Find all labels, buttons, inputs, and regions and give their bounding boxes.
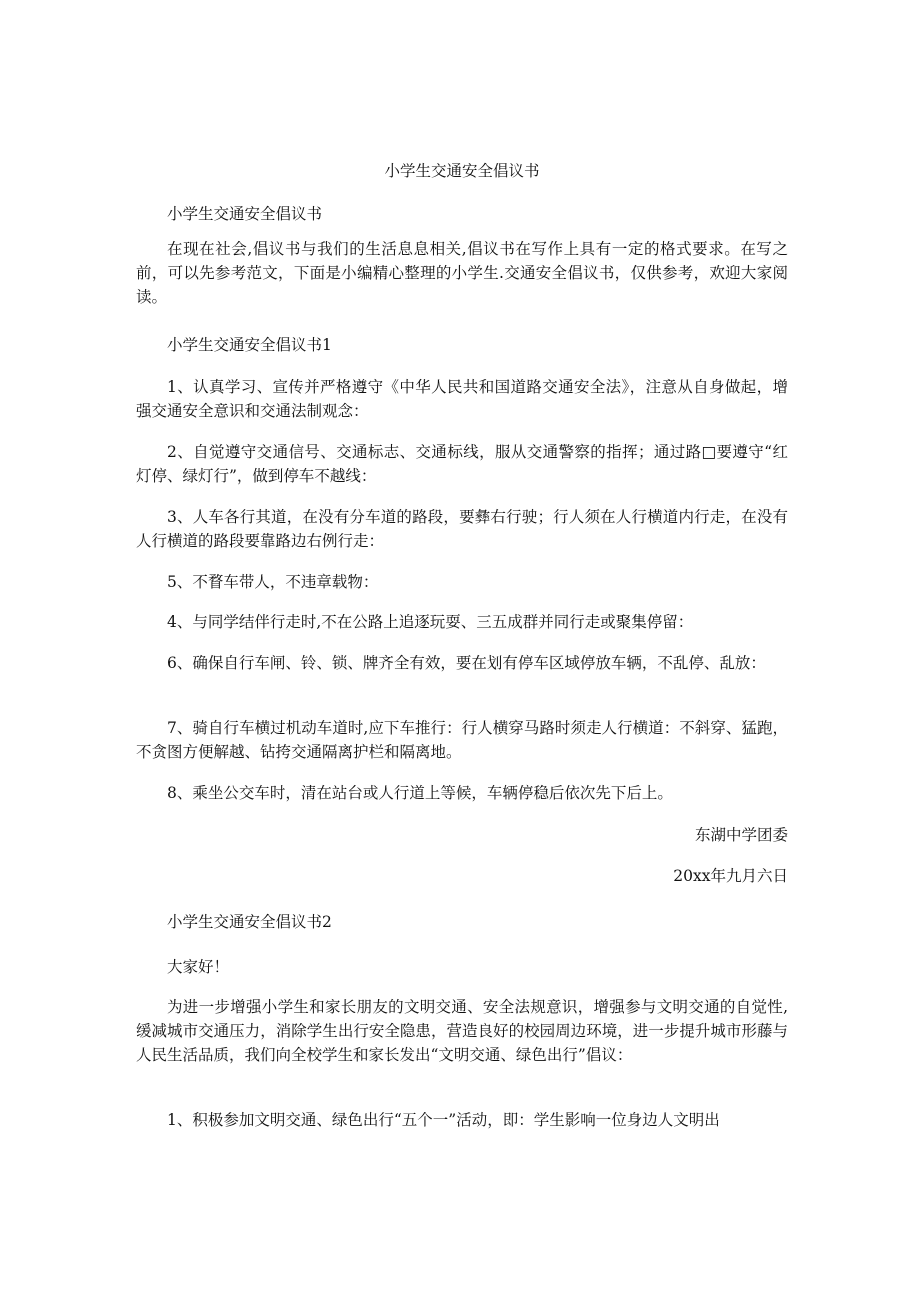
section1-item-4: 4、与同学结伴行走时,不在公路上追逐玩耍、三五成群并同行走或聚集停留： (167, 613, 694, 631)
section1-item-7: 7、骑自行车横过机动车道时,应下车推行：行人横穿马路时须走人行横道：不斜穿、猛跑，不贪图方便解越、钻挎交通隔离护栏和隔离地。 (136, 719, 788, 761)
document-title: 小学生交通安全倡议书 (384, 162, 540, 180)
section2-body: 为进一步增强小学生和家长朋友的文明交通、安全法规意识，增强参与文明交通的自觉性,缓减城市交通压力，消除学生出行安全隐患，营造良好的校园周边环境，进一步提升城市形藤与人民生活品质，我们向全校学生和家长发出“文明交通、绿色出行”倡议： (136, 998, 788, 1064)
section1-item-6: 6、确保自行车闸、铃、锁、牌齐全有效，要在划有停车区域停放车辆，不乱停、乱放： (167, 654, 766, 672)
document-subtitle: 小学生交通安全倡议书 (167, 205, 323, 223)
signature: 东湖中学团委 (694, 826, 788, 844)
section2-item-1: 1、积极参加文明交通、绿色出行“五个一”活动，即：学生影响一位身边人文明出 (167, 1111, 720, 1129)
section1-item-3: 3、人车各行其道，在没有分车道的路段，要彝右行驶；行人须在人行横道内行走，在没有人行横道的路段要靠路边右例行走： (136, 508, 788, 550)
signature-date: 20xx年九月六日 (673, 867, 788, 885)
section2-greeting: 大家好！ (167, 958, 230, 976)
section1-item-2: 2、自觉遵守交通信号、交通标志、交通标线，服从交通警察的指挥；通过路□要遵守“红灯停、绿灯行”，做到停车不越线： (136, 443, 788, 485)
section1-item-8: 8、乘坐公交车时，清在站台或人行道上等候，车辆停稳后依次先下后上。 (167, 784, 673, 802)
section1-heading: 小学生交通安全倡议书1 (167, 336, 332, 354)
intro-paragraph: 在现在社会,倡议书与我们的生活息息相关,倡议书在写作上具有一定的格式要求。在写之前，可以先参考范文，下面是小编精心整理的小学生.交通安全倡议书，仅供参考，欢迎大家阅读。 (136, 240, 788, 306)
section1-item-1: 1、认真学习、宣传并严格遵守《中华人民共和国道路交通安全法》，注意从自身做起，增强交通安全意识和交通法制观念： (136, 378, 788, 420)
section1-item-5: 5、不瞀车带人，不违章载物： (167, 573, 379, 591)
section2-heading: 小学生交通安全倡议书2 (167, 913, 332, 931)
